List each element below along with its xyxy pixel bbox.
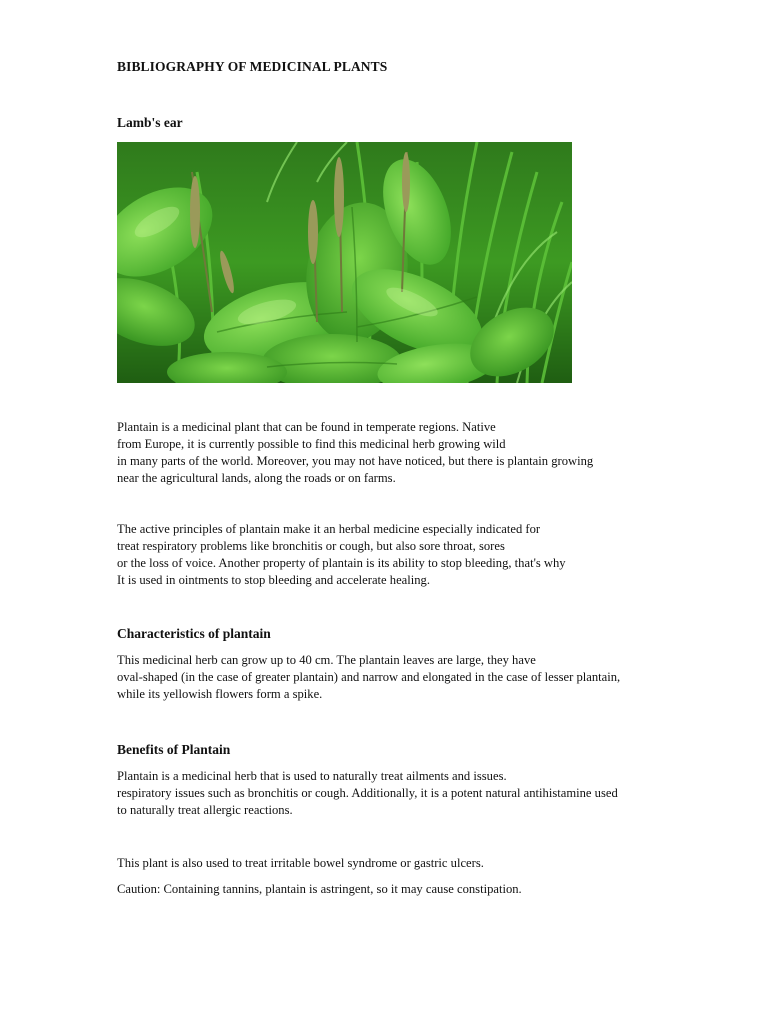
text-line: to naturally treat allergic reactions. xyxy=(117,803,293,817)
plantain-photo xyxy=(117,142,572,383)
paragraph-ibs: This plant is also used to treat irritable bowel syndrome or gastric ulcers. xyxy=(117,856,484,870)
section-heading-lambs-ear: Lamb's ear xyxy=(117,115,183,130)
text-line: Plantain is a medicinal plant that can be found in temperate regions. Native xyxy=(117,420,496,434)
text-line: in many parts of the world. Moreover, you may not have noticed, but there is plantain growing xyxy=(117,454,594,468)
section-heading-characteristics: Characteristics of plantain xyxy=(117,626,271,641)
text-line: from Europe, it is currently possible to find this medicinal herb growing wild xyxy=(117,437,506,451)
text-line: near the agricultural lands, along the roads or on farms. xyxy=(117,471,396,485)
text-line: The active principles of plantain make it an herbal medicine especially indicated for xyxy=(117,522,541,536)
section-heading-benefits: Benefits of Plantain xyxy=(117,742,231,757)
document-page xyxy=(117,58,662,898)
text-line: oval-shaped (in the case of greater plantain) and narrow and elongated in the case of lesser plantain, xyxy=(117,670,621,684)
paragraph-plantain-intro xyxy=(117,419,662,487)
text-line: Plantain is a medicinal herb that is used to naturally treat ailments and issues. xyxy=(117,769,507,783)
text-line: It is used in ointments to stop bleeding and accelerate healing. xyxy=(117,573,431,587)
text-line: while its yellowish flowers form a spike. xyxy=(117,687,323,701)
paragraph-caution: Caution: Containing tannins, plantain is astringent, so it may cause constipation. xyxy=(117,882,522,896)
text-line: respiratory issues such as bronchitis or cough. Additionally, it is a potent natural antihistamine used xyxy=(117,786,618,800)
text-line: treat respiratory problems like bronchitis or cough, but also sore throat, sores xyxy=(117,539,505,553)
text-line: or the loss of voice. Another property of plantain is its ability to stop bleeding, that's why xyxy=(117,556,566,570)
paragraph-characteristics xyxy=(117,652,662,703)
paragraph-active-principles xyxy=(117,521,662,589)
document-title: BIBLIOGRAPHY OF MEDICINAL PLANTS xyxy=(117,59,388,74)
text-line: This medicinal herb can grow up to 40 cm. The plantain leaves are large, they have xyxy=(117,653,536,667)
paragraph-benefits xyxy=(117,768,662,819)
